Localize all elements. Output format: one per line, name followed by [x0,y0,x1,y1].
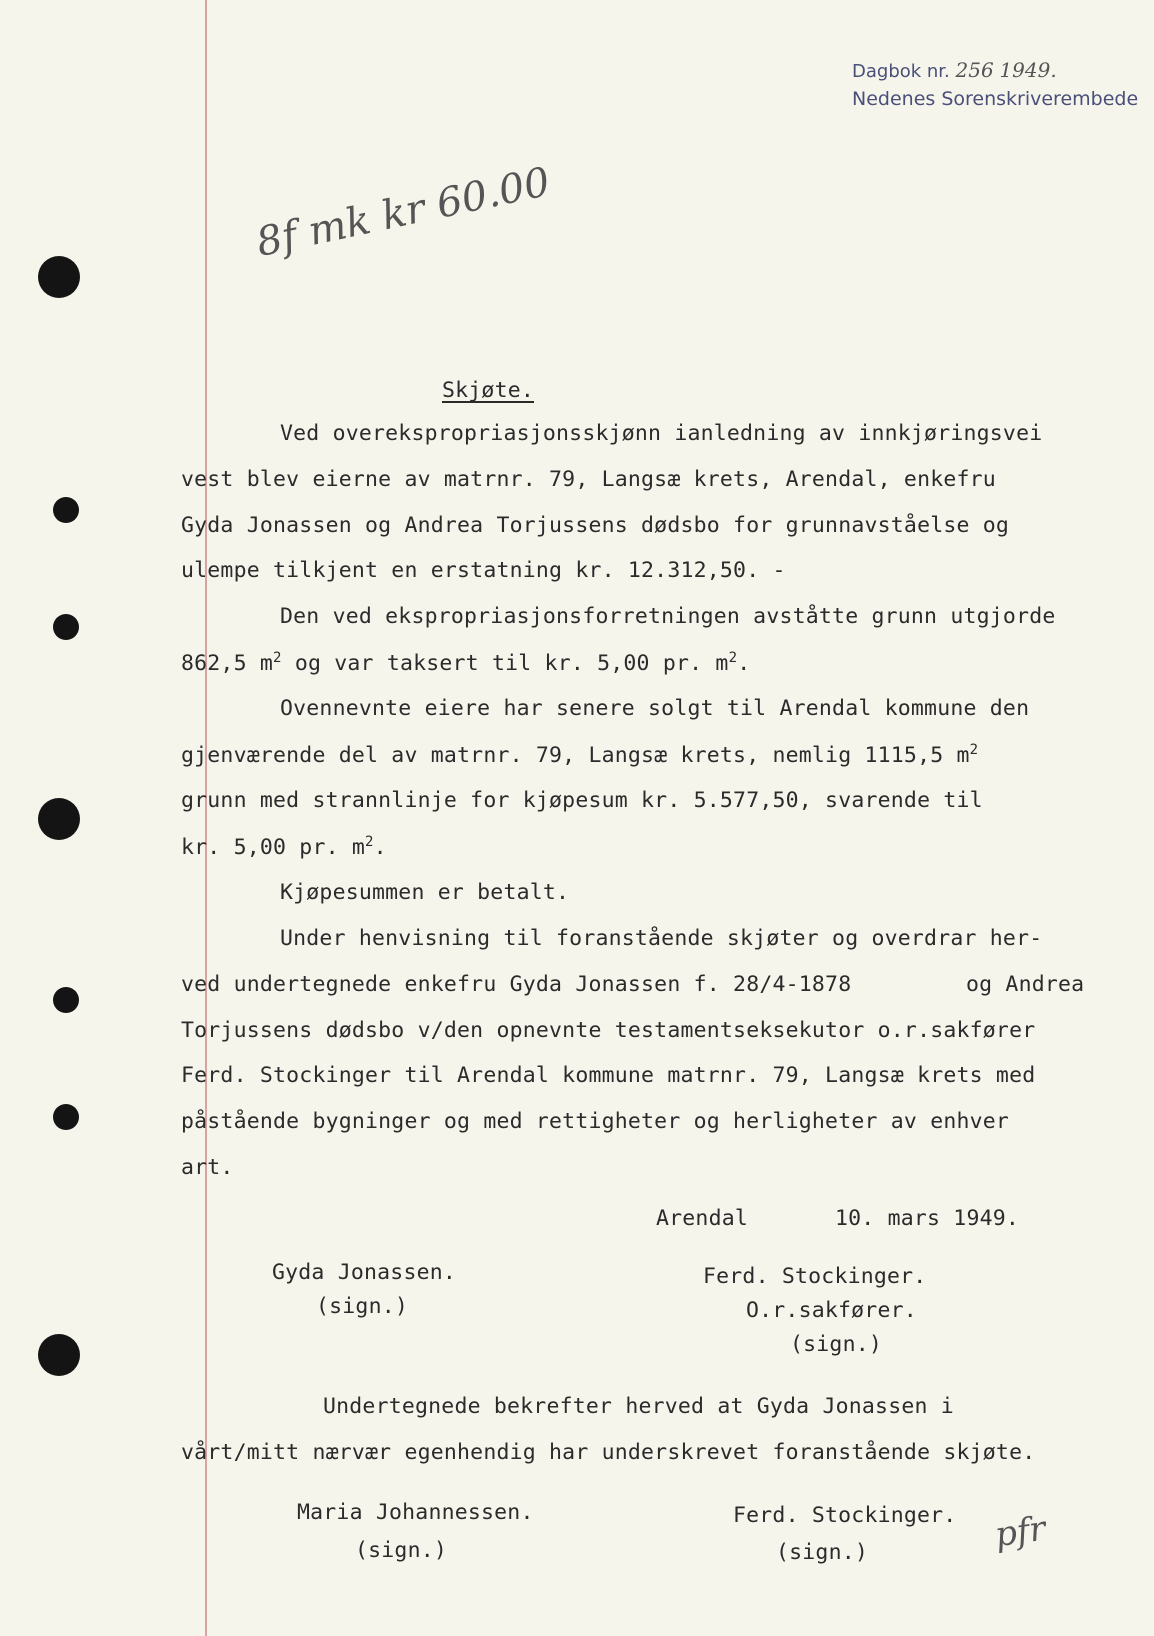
text-line: Ferd. Stockinger til Arendal kommune matrnr. 79, Langsæ krets med [181,1063,1036,1088]
punch-hole [53,987,79,1013]
text-line: ulempe tilkjent en erstatning kr. 12.312,50. - [181,558,786,583]
date: 10. mars 1949. [835,1206,1020,1231]
punch-hole [38,798,80,840]
text-line: Torjussens dødsbo v/den opnevnte testamentseksekutor o.r.sakfører [181,1018,1036,1043]
punch-hole [38,256,80,298]
dagbok-stamp [852,58,1057,82]
witness-line: Undertegnede bekrefter herved at Gyda Jonassen i [323,1394,954,1419]
office-stamp: Nedenes Sorenskriverembede [852,88,1139,110]
period: . [737,651,751,677]
signature-right-name: Ferd. Stockinger. [703,1264,927,1289]
signature-left-sign: (sign.) [316,1294,409,1319]
text-line: Gyda Jonassen og Andrea Torjussens dødsbo for grunnavståelse og [181,513,1010,538]
document-title: Skjøte. [442,378,535,403]
witness-right-name: Ferd. Stockinger. [733,1503,957,1528]
margin-line [205,0,207,1636]
text-line [181,834,387,860]
witness-left-name: Maria Johannessen. [297,1500,534,1525]
signature-right-title: O.r.sakfører. [746,1298,917,1323]
superscript: 2 [969,742,979,758]
punch-hole [53,1104,79,1130]
text-line: Under henvisning til foranstående skjøter og overdrar her- [280,926,1043,951]
text-part: gjenværende del av matrnr. 79, Langsæ krets, nemlig 1115,5 m [181,743,970,769]
area-line [181,650,750,676]
superscript: 2 [728,650,738,666]
signature-left-name: Gyda Jonassen. [272,1260,457,1285]
text-line: Ved overekspropriasjonsskjønn ianledning av innkjøringsvei [280,421,1043,446]
signature-right-sign: (sign.) [790,1332,883,1357]
dagbok-label: Dagbok nr. [852,61,950,82]
text-line: Kjøpesummen er betalt. [280,880,570,905]
text-line: og Andrea [966,972,1085,997]
text-line: art. [181,1155,234,1180]
punch-hole [53,497,79,523]
text-line: vest blev eierne av matrnr. 79, Langsæ krets, Arendal, enkefru [181,467,996,492]
witness-line: vårt/mitt nærvær egenhendig har underskrevet foranstående skjøte. [181,1440,1036,1465]
text-part: kr. 5,00 pr. m [181,835,366,861]
text-line: påstående bygninger og med rettigheter og herligheter av enhver [181,1109,1010,1134]
area-text: og var taksert til kr. 5,00 pr. m [294,651,729,677]
place: Arendal [656,1206,749,1231]
text-line: ved undertegnede enkefru Gyda Jonassen f. 28/4-1878 [181,972,852,997]
period: . [373,835,387,861]
area-value: 862,5 m [181,651,274,677]
superscript: 2 [365,834,374,850]
witness-right-sign: (sign.) [776,1540,869,1565]
handwritten-initials: pfr [992,1508,1049,1556]
witness-left-sign: (sign.) [355,1538,448,1563]
text-line: grunn med strannlinje for kjøpesum kr. 5.577,50, svarende til [181,788,983,813]
text-line [181,742,978,768]
fee-note: 8f mk kr 60.00 [252,158,554,266]
text-line: Den ved ekspropriasjonsforretningen avståtte grunn utgjorde [280,604,1056,629]
dagbok-year: 1949. [999,58,1057,82]
superscript: 2 [273,650,282,666]
punch-hole [53,614,79,640]
text-line: Ovennevnte eiere har senere solgt til Arendal kommune den [280,696,1030,721]
dagbok-number: 256 [955,58,994,82]
punch-hole [38,1334,80,1376]
